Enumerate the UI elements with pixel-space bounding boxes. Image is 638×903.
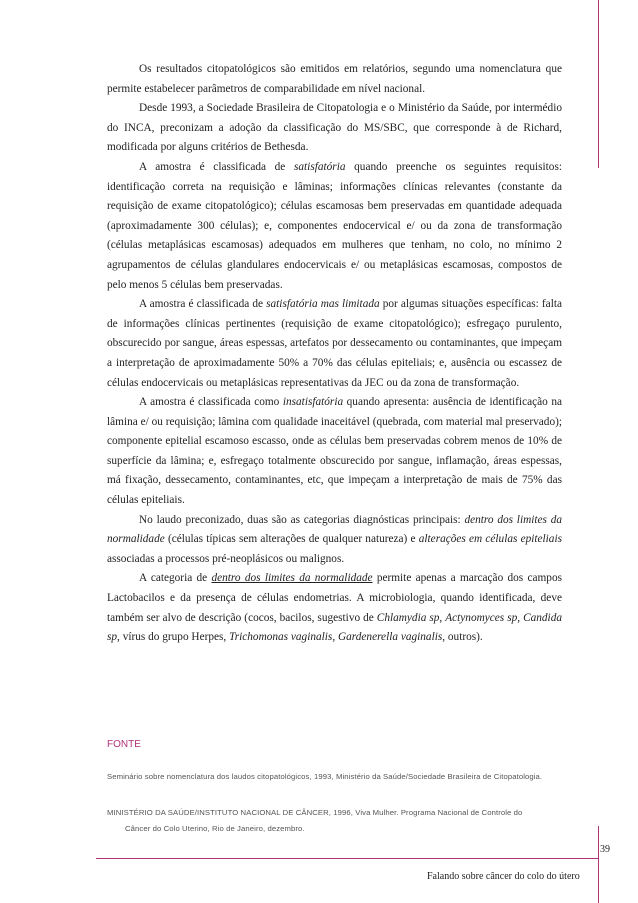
emphasis: dentro dos limites da normalidade xyxy=(211,572,373,585)
paragraph: A amostra é classificada de satisfatória quando preenche os seguintes requisitos: identificação correta na requisição e lâminas; informações clínicas relevantes (constante da requisição de exame citopatológico); células escamosas bem preservadas em quantidade adequada (aproximadamente 300 células); e, componentes endocervical e/ ou da zona de transformação (células metaplásicas escamosas) adequados em mulheres que tenham, no colo, no mínimo 2 agrupamentos de células glandulares endocervicais e/ ou metaplásicas escamosas, compostos de pelo menos 5 células bem preservadas. xyxy=(107,160,562,291)
paragraph: A amostra é classificada como insatisfatória quando apresenta: ausência de identificação na lâmina e/ ou requisição; lâmina com qualidade inaceitável (quebrada, com material mal preservado); componente epitelial escamoso escasso, onde as células bem preservadas cobrem menos de 10% de superfície da lâmina; e, esfregaço totalmente obscurecido por sangue, inflamação, áreas espessas, má fixação, dessecamento, contaminantes, etc, que impeçam a interpretação de mais de 75% das células epiteliais. xyxy=(107,396,562,507)
emphasis: satisfatória xyxy=(294,160,346,173)
sources-heading: FONTE xyxy=(107,739,141,750)
source-reference: Seminário sobre nomenclatura dos laudos citopatológicos, 1993, Ministério da Saúde/Sociedade Brasileira de Citopatologia. xyxy=(107,772,543,781)
bottom-vertical-rule xyxy=(598,826,599,903)
paragraph: A categoria de dentro dos limites da normalidade permite apenas a marcação dos campos Lactobacilos e da presença de células endometrias. A microbiologia, quando identificada, deve também ser alvo de descrição (cocos, bacilos, sugestivo de Chlamydia sp, Actynomyces sp, Candida sp, vírus do grupo Herpes, Trichomonas vaginalis, Gardenerella vaginalis, outros). xyxy=(107,572,562,644)
emphasis: alterações em células epiteliais xyxy=(418,533,562,546)
footer-top-rule xyxy=(96,858,598,859)
species-name: Chlamydia sp xyxy=(376,611,440,624)
emphasis: insatisfatória xyxy=(282,396,344,409)
species-name: Candida sp xyxy=(107,611,562,644)
species-name: Trichomonas vaginalis xyxy=(229,631,333,644)
source-reference: MINISTÉRIO DA SAÚDE/INSTITUTO NACIONAL DE CÂNCER, 1996, Viva Mulher. Programa Nacional de Controle do Câncer do Colo Uterino, Rio de Janeiro, dezembro. xyxy=(107,808,523,833)
body-text xyxy=(107,60,562,648)
footer-title: Falando sobre câncer do colo do útero xyxy=(427,871,580,882)
paragraph: Os resultados citopatológicos são emitidos em relatórios, segundo uma nomenclatura que permite estabelecer parâmetros de comparabilidade em nível nacional. xyxy=(107,63,562,95)
page-number: 39 xyxy=(600,844,610,855)
top-vertical-rule xyxy=(598,0,599,168)
paragraph: Desde 1993, a Sociedade Brasileira de Citopatologia e o Ministério da Saúde, por intermédio do INCA, preconizam a adoção da classificação do MS/SBC, que corresponde à de Richard, modificada por alguns critérios de Bethesda. xyxy=(107,102,562,154)
paragraph: A amostra é classificada de satisfatória mas limitada por algumas situações específicas: falta de informações clínicas pertinentes (requisição de exame citopatológico); esfregaço purulento, obscurecido por sangue, áreas espessas, artefatos por dessecamento ou contaminantes, que impeçam a interpretação de aproximadamente 50% a 70% das células epiteliais; e, ausência ou escassez de células endocervicais ou metaplásicas representativas da JEC ou da zona de transformação. xyxy=(107,298,562,389)
species-name: Gardenerella vaginalis xyxy=(337,631,443,644)
emphasis: satisfatória mas limitada xyxy=(266,298,380,311)
species-name: Actynomyces sp xyxy=(445,611,518,624)
paragraph: No laudo preconizado, duas são as categorias diagnósticas principais: dentro dos limites da normalidade (células típicas sem alterações de qualquer natureza) e alterações em células epiteliais associadas a processos pré-neoplásicos ou malignos. xyxy=(107,513,563,565)
emphasis: dentro dos limites da normalidade xyxy=(107,513,563,546)
